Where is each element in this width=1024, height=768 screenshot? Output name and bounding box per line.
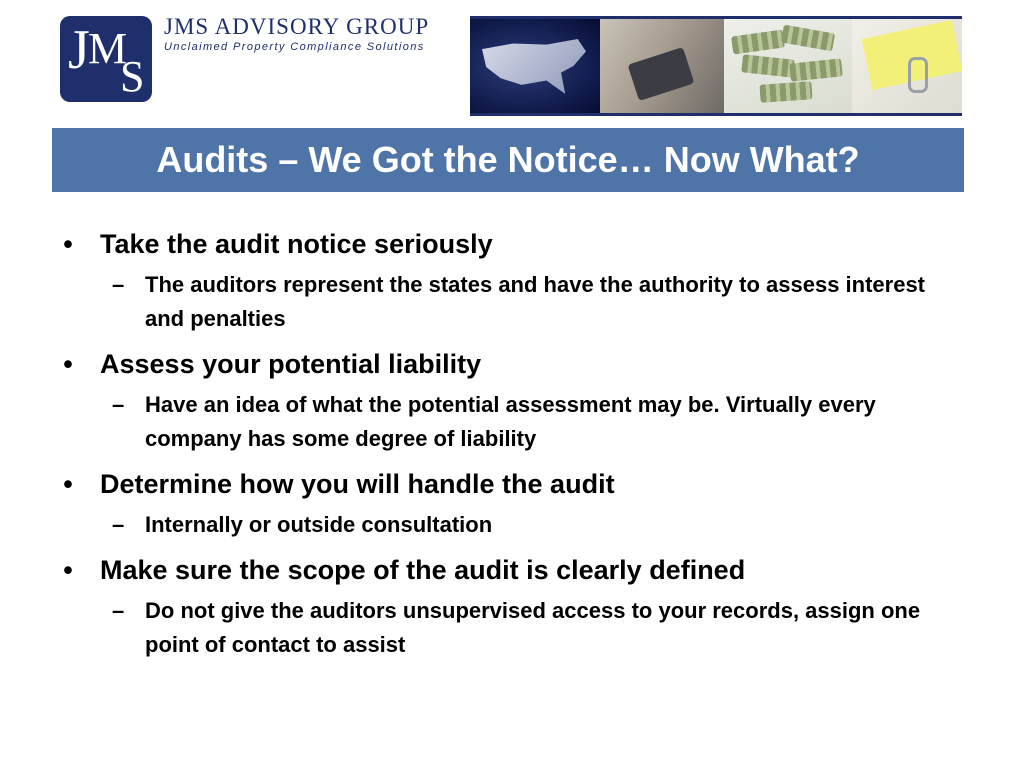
sub-bullet-text: Have an idea of what the potential assessment may be. Virtually every company has some degree of liability xyxy=(145,392,876,451)
paper-clip-note-image xyxy=(852,19,962,113)
bullet-item xyxy=(58,346,958,382)
bullet-marker: • xyxy=(63,555,73,585)
company-tagline: Unclaimed Property Compliance Solutions xyxy=(164,41,425,53)
logo-letter-j: J xyxy=(68,19,90,81)
bullet-text: Assess your potential liability xyxy=(100,349,482,379)
calculator-hand-image xyxy=(600,19,724,113)
sub-bullet-text: Internally or outside consultation xyxy=(145,512,493,537)
slide-title: Audits – We Got the Notice… Now What? xyxy=(156,139,860,180)
bullet-text: Take the audit notice seriously xyxy=(100,229,493,259)
logo-monogram xyxy=(60,16,152,102)
dash-marker: – xyxy=(112,272,125,297)
us-map-image xyxy=(470,19,600,113)
bullet-item xyxy=(58,552,958,588)
sub-bullet-item xyxy=(58,388,955,456)
title-bar xyxy=(52,128,964,192)
bullet-list xyxy=(58,226,958,672)
sub-bullet-text: The auditors represent the states and have the authority to assess interest and penalties xyxy=(145,272,926,331)
bullet-marker: • xyxy=(63,229,73,259)
bullet-text: Make sure the scope of the audit is clearly defined xyxy=(100,555,746,585)
bullet-item xyxy=(58,226,958,262)
logo-letter-s: S xyxy=(120,52,145,101)
money-stacks-image xyxy=(724,19,852,113)
sub-bullet-item xyxy=(58,268,955,336)
sub-bullet-item xyxy=(58,508,955,542)
company-branding xyxy=(164,14,429,54)
company-name: JMS ADVISORY GROUP xyxy=(164,14,430,39)
header-photo-strip xyxy=(470,16,962,116)
jms-logo xyxy=(60,16,152,102)
sub-bullet-text: Do not give the auditors unsupervised access to your records, assign one point of contact to assist xyxy=(145,598,921,657)
bullet-marker: • xyxy=(63,349,73,379)
dash-marker: – xyxy=(112,392,125,417)
bullet-text: Determine how you will handle the audit xyxy=(100,469,615,499)
bullet-marker: • xyxy=(63,469,73,499)
bullet-item xyxy=(58,466,958,502)
logo-letter-m: M xyxy=(88,24,128,73)
sub-bullet-item xyxy=(58,594,955,662)
dash-marker: – xyxy=(112,598,125,623)
dash-marker: – xyxy=(112,512,125,537)
